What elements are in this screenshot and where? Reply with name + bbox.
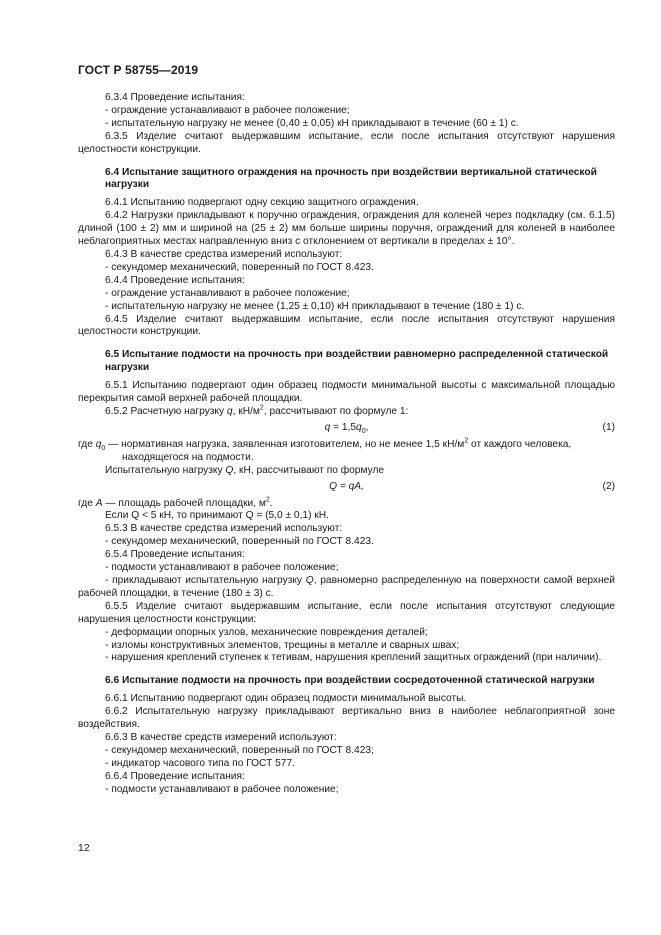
- paragraph: 6.4.4 Проведение испытания:: [105, 274, 245, 286]
- formula-2: Q = qA, (2): [329, 480, 615, 492]
- document-body: [78, 92, 615, 797]
- paragraph: 6.4.1 Испытанию подвергают одну секцию защитного ограждения.: [105, 197, 419, 209]
- paragraph: 6.3.4 Проведение испытания:: [105, 92, 245, 103]
- paragraph: 6.5.1 Испытанию подвергают один образец подмости минимальной высоты с максимальной площадью перекрытия самой верхней рабочей площадки.: [78, 380, 615, 405]
- paragraph: 6.4.2 Нагрузки прикладывают к поручню ограждения, ограждения для коленей через подкладку (см. 6.1.5) длиной (100 ± 2) мм и шириной на (25 ± 2) мм больше ширины поручня, ограждений для коленей в наиболее неблагоприятных местах направленную вниз с отклонением от вертикали в пределах ± 10°.: [78, 210, 615, 248]
- paragraph: 6.6.2 Испытательную нагрузку прикладывают вертикально вниз в наиболее неблагоприятной зоне воздействия.: [78, 706, 615, 731]
- formula-explanation: где $q_0$ — нормативная нагрузка, заявленная изготовителем, но не менее 1,5 $кН/м^2$ от каждого человека, находящегося на подмости.: [78, 437, 572, 463]
- section-heading-6-5: 6.5 Испытание подмости на прочность при воздействии равномерно распределенной статической нагрузки: [105, 349, 609, 374]
- paragraph: Испытательную нагрузку Q, кН, рассчитывают по формуле: [105, 464, 385, 476]
- list-item: - секундомер механический, поверенный по ГОСТ 8.423.: [105, 536, 374, 548]
- list-item: - испытательную нагрузку не менее (1,25 ± 0,10) кН прикладывают в течение (180 ± 1) с.: [105, 300, 525, 312]
- list-item: - ограждение устанавливают в рабочее положение;: [105, 287, 350, 299]
- formula-number: (1): [602, 421, 615, 433]
- paragraph: 6.3.5 Изделие считают выдержавшим испытание, если после испытания отсутствуют нарушения целостности конструкции.: [78, 130, 615, 155]
- paragraph: 6.6.1 Испытанию подвергают один образец подмости минимальной высоты.: [105, 693, 467, 705]
- paragraph: 6.5.2 Расчетную нагрузку q, $кН/м^2$, рассчитывают по формуле 1:: [105, 404, 409, 417]
- list-item: - подмости устанавливают в рабочее положение;: [105, 562, 339, 574]
- paragraph: 6.4.5 Изделие считают выдержавшим испытание, если после испытания отсутствуют нарушения целостности конструкции.: [78, 313, 615, 338]
- paragraph: 6.6.4 Проведение испытания:: [105, 770, 245, 782]
- list-item: - испытательную нагрузку не менее (0,40 ± 0,05) кН прикладывают в течение (60 ± 1) с.: [105, 117, 519, 129]
- paragraph: 6.5.5 Изделие считают выдержавшим испытание, если после испытания отсутствуют следующие нарушения целостности конструкции:: [78, 600, 615, 625]
- list-item: - ограждение устанавливают в рабочее положение;: [105, 104, 350, 116]
- document-header: ГОСТ Р 58755—2019: [78, 63, 199, 77]
- list-item: - подмости устанавливают в рабочее положение;: [105, 783, 339, 795]
- formula-explanation: где A — площадь рабочей площадки, $м^2$.: [78, 496, 273, 509]
- list-item: - секундомер механический, поверенный по ГОСТ 8.423;: [105, 744, 374, 756]
- paragraph: Если Q < 5 кН, то принимают Q = (5,0 ± 0,1) кН.: [105, 510, 329, 522]
- section-heading-6-6: 6.6 Испытание подмости на прочность при воздействии сосредоточенной статической нагрузки: [105, 675, 595, 687]
- list-item: - нарушения креплений ступенек к тетивам, нарушения креплений защитных ограждений (при наличии).: [105, 652, 602, 664]
- formula-1: $q = 1,5q_0$, (1): [324, 421, 615, 435]
- paragraph: 6.4.3 В качестве средства измерений используют:: [105, 248, 343, 260]
- list-item: - секундомер механический, поверенный по ГОСТ 8.423.: [105, 261, 374, 273]
- list-item: - изломы конструктивных элементов, трещины в металле и сварных швах;: [105, 639, 460, 651]
- paragraph: 6.5.3 В качестве средства измерений используют:: [105, 523, 343, 535]
- list-item: - деформации опорных узлов, механические повреждения деталей;: [105, 626, 428, 638]
- paragraph: 6.6.3 В качестве средств измерений используют:: [105, 731, 337, 743]
- formula-number: (2): [602, 480, 615, 492]
- page-number: 12: [78, 842, 90, 854]
- list-item: - прикладывают испытательную нагрузку Q, равномерно распределенную на поверхности самой верхней рабочей площадки, в течение (180 ± 3) с.: [78, 575, 615, 599]
- paragraph: 6.5.4 Проведение испытания:: [105, 549, 245, 561]
- section-heading-6-4: 6.4 Испытание защитного ограждения на прочность при воздействии вертикальной статической нагрузки: [105, 166, 597, 191]
- list-item: - индикатор часового типа по ГОСТ 577.: [105, 757, 295, 769]
